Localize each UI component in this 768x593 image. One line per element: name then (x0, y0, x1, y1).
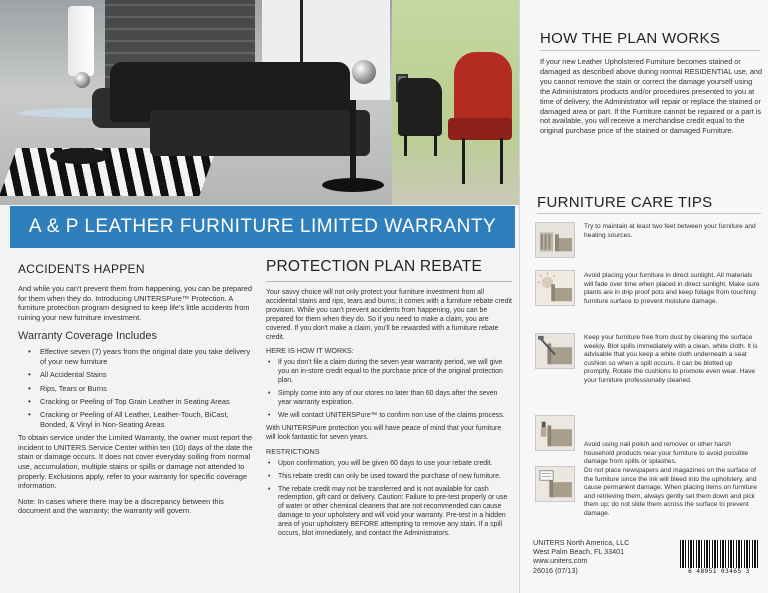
decor-orb (74, 72, 90, 88)
discrepancy-note: Note: In cases where there may be a discrepancy between this document and the warranty; the warranty will govern. (18, 496, 224, 516)
how-it-works-list (266, 359, 512, 420)
restrictions-list (266, 460, 512, 539)
care-tip-text: Try to maintain at least two feet between your furniture and heating sources. (584, 223, 756, 239)
living-room-photo (0, 0, 392, 205)
sun-icon (535, 270, 575, 306)
black-chair (398, 78, 442, 136)
rebate-section (266, 258, 512, 543)
barcode (680, 540, 758, 576)
decor-orb (352, 60, 376, 84)
newspaper-icon (535, 466, 575, 502)
how-it-works-item: • Simply come into any of our stores no later than 60 days after the seven year warranty expiration. (266, 390, 512, 408)
nail-polish-icon (535, 415, 575, 451)
restriction-item: • This rebate credit can only be used toward the purchase of new furniture. (266, 473, 512, 482)
restrictions-heading: RESTRICTIONS (266, 446, 320, 456)
how-it-works-item: • If you don't file a claim during the seven year warranty period, we will give you an in-store credit equal to the purchase price of the original protection plan. (266, 359, 512, 386)
rebate-intro: Your savvy choice will not only protect your furniture investment from all accidental stains and rips, tears and burns; it comes with a furniture rebate credit provision. While you can't prevent accidents from happening, you can be prepared for them when they do. So if you need to make a claim, you are covered. If you don't make a claim, you'll be rewarded with a furniture rebate credit. (266, 289, 512, 341)
sofa-seat (150, 110, 370, 156)
chair-leg (434, 134, 437, 156)
chair-leg (500, 138, 503, 184)
how-plan-works-body: If your new Leather Upholstered Furniture becomes stained or damaged as described above during normal RESIDENTIAL use, and you cannot remove the stain or correct the damage yourself using the Administrators products and/or procedures presented to you at time of delivery, the Administrator will repair or replace the stained or damaged area or part. If the Furniture cannot be repaired or a part is not available, you will receive a merchandise credit equal to the original purchase price of the stained or damaged Furniture. (540, 57, 763, 136)
care-tips-divider (537, 213, 761, 214)
coverage-item: • Rips, Tears or Burns (18, 384, 256, 393)
banner-title: A & P LEATHER FURNITURE LIMITED WARRANTY (28, 216, 497, 237)
rebate-heading: PROTECTION PLAN REBATE (266, 258, 482, 275)
chair-leg (404, 134, 407, 156)
accidents-section (18, 262, 256, 516)
rebate-closing: With UNITERSPure protection you will have peace of mind that your furniture will look fantastic for seven years. (266, 424, 502, 441)
rebate-divider (266, 281, 512, 282)
lamp (68, 6, 94, 76)
care-tips-heading: FURNITURE CARE TIPS (537, 194, 713, 211)
how-it-works-heading: HERE IS HOW IT WORKS: (266, 346, 354, 356)
how-plan-divider (540, 50, 760, 51)
document-code: 26016 (07/13) (533, 565, 578, 575)
barcode-bars (680, 540, 758, 568)
barcode-number: 6 48951 03465 3 (688, 568, 750, 575)
care-tip-text: Do not place newspapers and magazines on the surface of the furniture since the ink will bleed into the upholstery, and cause permanent damage. When placing items on furniture and retrieving them, always gently set them down and pick them up; do not slide them across the surface to prevent damage. (584, 467, 757, 517)
side-table-base (322, 178, 384, 192)
coverage-item: • Cracking or Peeling of Top Grain Leather in Seating Areas (18, 397, 256, 406)
restriction-item: • The rebate credit may not be transferred and is not available for cash redemption, gift card or delivery. Caution: Failure to pre-test properly or use of water or other chemical cleaners that are not recommended can cause damage to your upholstery and will void your warranty. Pre-test in a hidden area of your upholstery BEFORE attempting to remove any stain. If a spill occurs, blot immediately, and contact the Administrators. (266, 486, 512, 539)
chairs-photo (392, 0, 519, 205)
radiator-icon (535, 222, 575, 258)
accidents-heading: ACCIDENTS HAPPEN (18, 262, 145, 276)
how-plan-works-heading: HOW THE PLAN WORKS (540, 30, 721, 47)
coverage-item: • Cracking or Peeling of All Leather, Leather-Touch, BiCast, Bonded, & Vinyl in Non-Seating Areas (18, 410, 256, 429)
company-contact (533, 538, 629, 575)
warranty-banner (10, 206, 515, 248)
chair-leg (462, 138, 465, 184)
care-tip-text: Avoid using nail polish and remover or other harsh household products near your furniture to avoid possible damage from spills or splashes. (584, 441, 749, 465)
table-base (50, 148, 110, 164)
how-it-works-item: • We will contact UNITERSPure™ to confirm non use of the claims process. (266, 412, 512, 421)
company-website: www.uniters.com (533, 556, 588, 566)
company-name: UNITERS North America, LLC (533, 538, 630, 547)
vacuum-icon (535, 333, 575, 369)
accidents-intro: And while you can't prevent them from happening, you can be prepared for them when they do. Introducing UNITERSPure™ Protection. A furniture protection program designed to keep life's little accidents from ruining your new furniture investment. (18, 284, 252, 322)
restriction-item: • Upon confirmation, you will be given 60 days to use your rebate credit. (266, 460, 512, 469)
side-table-pole (350, 100, 356, 180)
coverage-item: • Effective seven (7) years from the original date you take delivery of your new furniture (18, 347, 256, 366)
care-tip-text: Avoid placing your furniture in direct sunlight. All materials will fade over time when placed in direct sunlight. Make sure plants are in drip proof pots and keep foliage from touching furniture surface to prevent moisture damage. (584, 272, 760, 305)
care-tip-text: Keep your furniture free from dust by cleaning the surface weekly. Blot spills immediately with a clean, white cloth. It is advisable that you keep a white cloth underneath a seat cushion so when a spill occurs, it can be blotted up promptly. Rotate the cushions to promote even wear. Have your furniture professionally cleaned. (584, 334, 758, 384)
coverage-heading: Warranty Coverage Includes (18, 330, 157, 343)
red-chair-seat (448, 118, 512, 140)
coverage-list (18, 347, 256, 429)
coverage-item: • All Accidental Stains (18, 370, 256, 379)
claim-text: To obtain service under the Limited Warranty, the owner must report the incident to UNITERS Service Center within ten (10) days of the date the stain or damage occurs. It does not cover everyday soiling from normal use, accumulation, multiple stains or spills or damage not attended to properly. Exclusions apply, refer to your warranty for specific coverage information. (18, 433, 253, 491)
company-address: West Palm Beach, FL 33401 (533, 547, 625, 557)
